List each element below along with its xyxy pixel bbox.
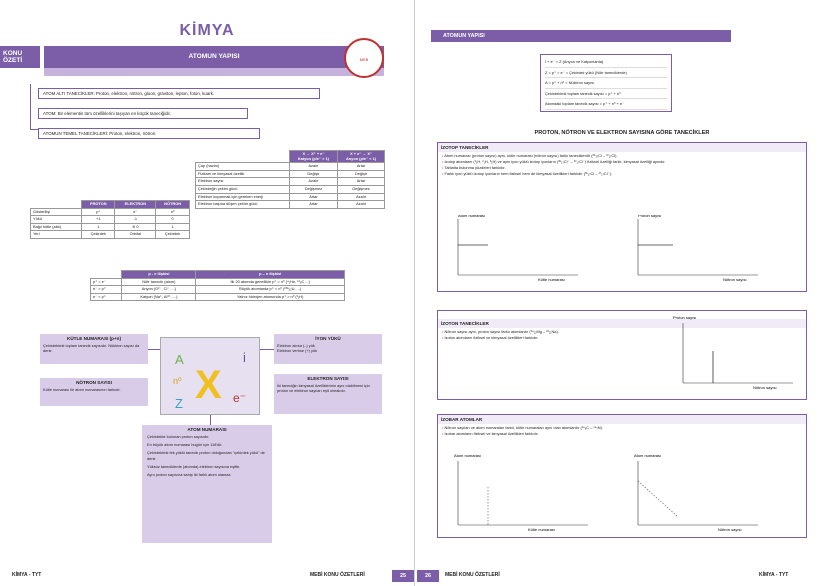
list-item: Çekirdekte bulunan proton sayısıdır. bbox=[147, 434, 210, 439]
relation-table bbox=[90, 270, 345, 301]
card-atom-title: ATOM NUMARASI bbox=[187, 427, 227, 432]
g1-ylabel: Atom numarası bbox=[458, 215, 486, 218]
table-cell: Bağıl kütle (akb) bbox=[31, 223, 82, 231]
table-cell: Gösterilişi bbox=[31, 208, 82, 216]
table-row bbox=[91, 278, 345, 286]
table-cell: Katyon (Na⁺, Al³⁺, ...) bbox=[122, 293, 196, 301]
table-cell: +1 bbox=[82, 216, 115, 224]
footer-brand: MEBİ KONU ÖZETLERİ bbox=[310, 572, 365, 578]
table-row bbox=[196, 178, 385, 186]
formula-line: A = p⁺ + n⁰ = Nükleon sayısı bbox=[545, 78, 667, 89]
topic-band: ATOMUN YAPISI bbox=[44, 46, 384, 68]
izobar-g2-xlabel: Nötron sayısı bbox=[718, 527, 742, 532]
table-cell: Değişmez bbox=[289, 185, 337, 193]
symbol-e: e⁻ bbox=[233, 391, 247, 405]
table-cell: p⁺ = e⁻ bbox=[91, 278, 122, 286]
izobar-graphs bbox=[438, 451, 808, 535]
table-cell: p⁺ bbox=[82, 208, 115, 216]
table-cell: Artar bbox=[338, 178, 385, 186]
izotop-graphs bbox=[438, 215, 808, 285]
table-cell: n⁰ bbox=[156, 208, 190, 216]
formula-line: Atomdaki toplam tanecik sayısı = p⁺ + n⁰ + e⁻ bbox=[545, 99, 667, 110]
table-row bbox=[196, 193, 385, 201]
particle-table bbox=[30, 200, 190, 239]
table-cell: Yalnız hidrojen atomunda p⁺ > n⁰ (¹₁H) bbox=[196, 293, 345, 301]
connector bbox=[210, 415, 211, 425]
izoton-box bbox=[437, 310, 807, 400]
footer-brand: MEBİ KONU ÖZETLERİ bbox=[445, 572, 500, 578]
table-cell: Çap (hacim) bbox=[196, 163, 290, 171]
list-item: • Nötron sayıları ve atom numaraları farklı, kütle numaraları aynı olan atomlardır (¹⁴₆C – ¹⁴₇N). bbox=[442, 425, 802, 431]
table-row bbox=[31, 208, 190, 216]
table-cell: Yükü bbox=[31, 216, 82, 224]
tree-line bbox=[30, 84, 38, 130]
ion-change-table bbox=[195, 150, 385, 209]
right-header: ATOMUN YAPISI bbox=[431, 30, 731, 42]
izobar-list bbox=[438, 424, 806, 438]
card-elektron bbox=[274, 374, 382, 414]
atom-symbol-diagram bbox=[160, 337, 260, 415]
card-kutle bbox=[40, 334, 148, 364]
table-cell: e⁻ bbox=[115, 208, 156, 216]
table1-header bbox=[31, 201, 82, 209]
list-item: • İzoton atomların fiziksel ve kimyasal özellikleri farklıdır. bbox=[442, 335, 802, 341]
card-notron-body: Kütle numarası ile atom numarasının farkıdır. bbox=[43, 387, 121, 392]
list-item: Aynı proton sayısına sahip iki farklı atom olamaz. bbox=[147, 472, 232, 478]
page-number: 26 bbox=[417, 570, 439, 582]
card-elektron-body: İki taneciğin kimyasal özelliklerinin aynı olabilmesi için proton ve elektron sayıları eşit olmalıdır. bbox=[277, 383, 370, 393]
table3-header: p – n ilişkisi bbox=[196, 271, 345, 279]
table-cell: Azalır bbox=[338, 193, 385, 201]
right-page bbox=[414, 0, 828, 586]
list-item: En büyük atom numarası bugün için 118'dir. bbox=[147, 442, 223, 448]
list-item: • Farklı iyon yüklü izotop iyonların hem fiziksel hem de kimyasal özellikleri farklıdır (³⁵₁₇Cl – ³⁷₁₇Cl⁻). bbox=[442, 171, 802, 177]
list-item: Çekirdekteki tek yüklü tanecik proton olduğundan "çekirdek yükü" de denir. bbox=[147, 450, 265, 461]
table2-header: X + e⁻ → X⁻ Anyon (p/e⁻ < 1) bbox=[338, 151, 385, 163]
izoton-ylabel: Proton sayısı bbox=[673, 315, 697, 320]
card-iyon-title: İYON YÜKÜ bbox=[315, 336, 341, 341]
table-cell: Azalır bbox=[289, 178, 337, 186]
card-iyon-body: Elektron alırsa (–) yük Elektron verirse (+) yük bbox=[277, 343, 318, 353]
table-cell: Artar bbox=[289, 193, 337, 201]
g2-xlabel: Nötron sayısı bbox=[723, 277, 747, 282]
def-atom-alti: ATOM ALTI TANECİKLER: Proton, elektron, nötron, gluon, graviton, lepton, foton, kuark. bbox=[38, 88, 320, 99]
connector bbox=[260, 349, 274, 350]
meb-seal-icon: MEB bbox=[344, 38, 384, 78]
izobar-g2-ylabel: Atom numarası bbox=[634, 453, 662, 458]
table3-header: p - e ilişkisi bbox=[122, 271, 196, 279]
table-row bbox=[31, 223, 190, 231]
table1-header: NÖTRON bbox=[156, 201, 190, 209]
card-notron-title: NÖTRON SAYISI bbox=[76, 380, 112, 385]
table2-header bbox=[196, 151, 290, 163]
card-iyon bbox=[274, 334, 382, 364]
table-cell: Artar bbox=[289, 201, 337, 209]
symbol-n: n⁰ bbox=[173, 376, 182, 386]
card-kutle-body: Çekirdekteki toplam tanecik sayısıdır. Nükleon sayısı da denir. bbox=[43, 343, 140, 353]
table3-header bbox=[91, 271, 122, 279]
topic-band-stripe bbox=[44, 68, 384, 76]
section-title: PROTON, NÖTRON VE ELEKTRON SAYISINA GÖRE TANECİKLER bbox=[534, 130, 710, 136]
izotop-box bbox=[437, 142, 807, 292]
symbol-A: A bbox=[175, 352, 184, 367]
list-item: • Atom numarası (proton sayısı) aynı, kütle numarası (nötron sayısı) farklı taneciklerdir (³⁵₁₇Cl – ³⁷₁₇Cl). bbox=[442, 153, 802, 159]
list-item: • Tabiatta bulunma yüzdeleri farklıdır. bbox=[442, 165, 802, 171]
connector bbox=[148, 349, 160, 350]
list-item: Yüksüz taneciklerde (atomda) elektron sayısına eşittir. bbox=[147, 463, 241, 469]
list-item: • İzobar atomların fiziksel ve kimyasal özellikleri farklıdır. bbox=[442, 431, 802, 437]
table-row bbox=[196, 185, 385, 193]
table-cell: Elektron başına düşen çekim gücü bbox=[196, 201, 290, 209]
table-cell: Artar bbox=[338, 163, 385, 171]
izotop-list bbox=[438, 152, 806, 178]
g1-xlabel: Kütle numarası bbox=[538, 277, 565, 282]
subject-title: KİMYA bbox=[179, 22, 235, 39]
table-cell: e⁻ < p⁺ bbox=[91, 293, 122, 301]
def-temel: ATOMUN TEMEL TANECİKLERİ: Proton, elektron, nötron. bbox=[38, 128, 260, 139]
table-row bbox=[91, 293, 345, 301]
table1-header: ELEKTRON bbox=[115, 201, 156, 209]
list-item: • İzotop atomların (¹₁H, ²₁H, ³₁H) ve aynı iyon yüklü izotop iyonların (³⁵₁₇Cl⁻ – ³⁷₁₇Cl⁻) fiziksel özelliği farklı, kimyasal özelliği aynıdır. bbox=[442, 159, 802, 165]
table-row bbox=[91, 286, 345, 294]
table-cell: Değişir bbox=[338, 170, 385, 178]
footer-right: KİMYA - TYT bbox=[759, 572, 789, 578]
table-cell: Büyük atomlarda p⁺ < n⁰ (²³⁸₉₂U, ...) bbox=[196, 286, 345, 294]
izoton-title: İZOTON TANECİKLER bbox=[438, 319, 806, 328]
izobar-g1-ylabel: Atom numarası bbox=[454, 453, 482, 458]
page-number: 25 bbox=[392, 570, 414, 582]
card-notron bbox=[40, 378, 148, 406]
table-row bbox=[196, 170, 385, 178]
table-cell: Azalır bbox=[338, 201, 385, 209]
table-row bbox=[196, 201, 385, 209]
symbol-Z: Z bbox=[175, 396, 183, 411]
table-cell: Fiziksel ve kimyasal özellik bbox=[196, 170, 290, 178]
table-row bbox=[196, 163, 385, 171]
card-elektron-title: ELEKTRON SAYISI bbox=[307, 376, 349, 381]
izobar-box bbox=[437, 414, 807, 538]
formula-line: İ + e⁻ = Z (Anyon ve Katyonlarda) bbox=[545, 57, 667, 68]
table-cell: Elektron sayısı bbox=[196, 178, 290, 186]
izobar-title: İZOBAR ATOMLAR bbox=[438, 415, 806, 424]
table-cell: Yeri bbox=[31, 231, 82, 239]
table-cell: 1 bbox=[82, 223, 115, 231]
table2-header: X → X⁺ + e⁻ Katyon (p/e⁻ > 1) bbox=[289, 151, 337, 163]
table-cell: -1 bbox=[115, 216, 156, 224]
table-cell: 1 bbox=[156, 223, 190, 231]
table-cell: Çekirdek bbox=[82, 231, 115, 239]
table-cell: Elektron koparmak için gereken enerji bbox=[196, 193, 290, 201]
card-atom-numarasi bbox=[142, 425, 272, 543]
g2-ylabel: Proton sayısı bbox=[638, 215, 662, 218]
table-cell: İlk 20 atomda genellikle p⁺ = n⁰ (⁴₂He, ¹²₆C ...) bbox=[196, 278, 345, 286]
table-cell: Nötr tanecik (atom) bbox=[122, 278, 196, 286]
def-atom: ATOM: Bir elementin tüm özelliklerini taşıyan en küçük taneciğidir. bbox=[38, 108, 248, 119]
symbol-i: i bbox=[243, 350, 246, 365]
konu-ozeti-tag: KONU ÖZETİ bbox=[0, 46, 40, 68]
table-cell: Çekirdeğin çekim gücü bbox=[196, 185, 290, 193]
formula-line: Çekirdekteki toplam tanecik sayısı = p⁺ + n⁰ bbox=[545, 89, 667, 100]
table-row bbox=[31, 216, 190, 224]
table-cell: Çekirdek bbox=[156, 231, 190, 239]
table1-header: PROTON bbox=[82, 201, 115, 209]
list-item: • Nötron sayısı aynı, proton sayısı farklı atomlardır (²⁴₁₂Mg – ²³₁₁Na). bbox=[442, 329, 802, 335]
table-cell: e⁻ > p⁺ bbox=[91, 286, 122, 294]
symbol-X: X bbox=[195, 363, 222, 407]
table-cell: ≅ 0 bbox=[115, 223, 156, 231]
formula-box bbox=[540, 54, 672, 112]
card-kutle-title: KÜTLE NUMARASI (p+n) bbox=[67, 336, 121, 341]
table-cell: 0 bbox=[156, 216, 190, 224]
table-cell: Değişmez bbox=[338, 185, 385, 193]
izobar-g1-xlabel: Kütle numarası bbox=[528, 527, 555, 532]
table-cell: Orbital bbox=[115, 231, 156, 239]
table-row bbox=[31, 231, 190, 239]
table-cell: Azalır bbox=[289, 163, 337, 171]
izoton-xlabel: Nötron sayısı bbox=[753, 385, 777, 390]
formula-line: Z = p⁺ = e⁻ = Çekirdek yükü (Nötr taneciklerde) bbox=[545, 68, 667, 79]
izotop-title: İZOTOP TANECİKLER bbox=[438, 143, 806, 152]
atom-list bbox=[145, 434, 269, 477]
footer-left: KİMYA - TYT bbox=[12, 572, 42, 578]
izoton-graph bbox=[653, 311, 803, 391]
table-cell: Değişir bbox=[289, 170, 337, 178]
table-cell: Anyon (O²⁻, Cl⁻, ...) bbox=[122, 286, 196, 294]
